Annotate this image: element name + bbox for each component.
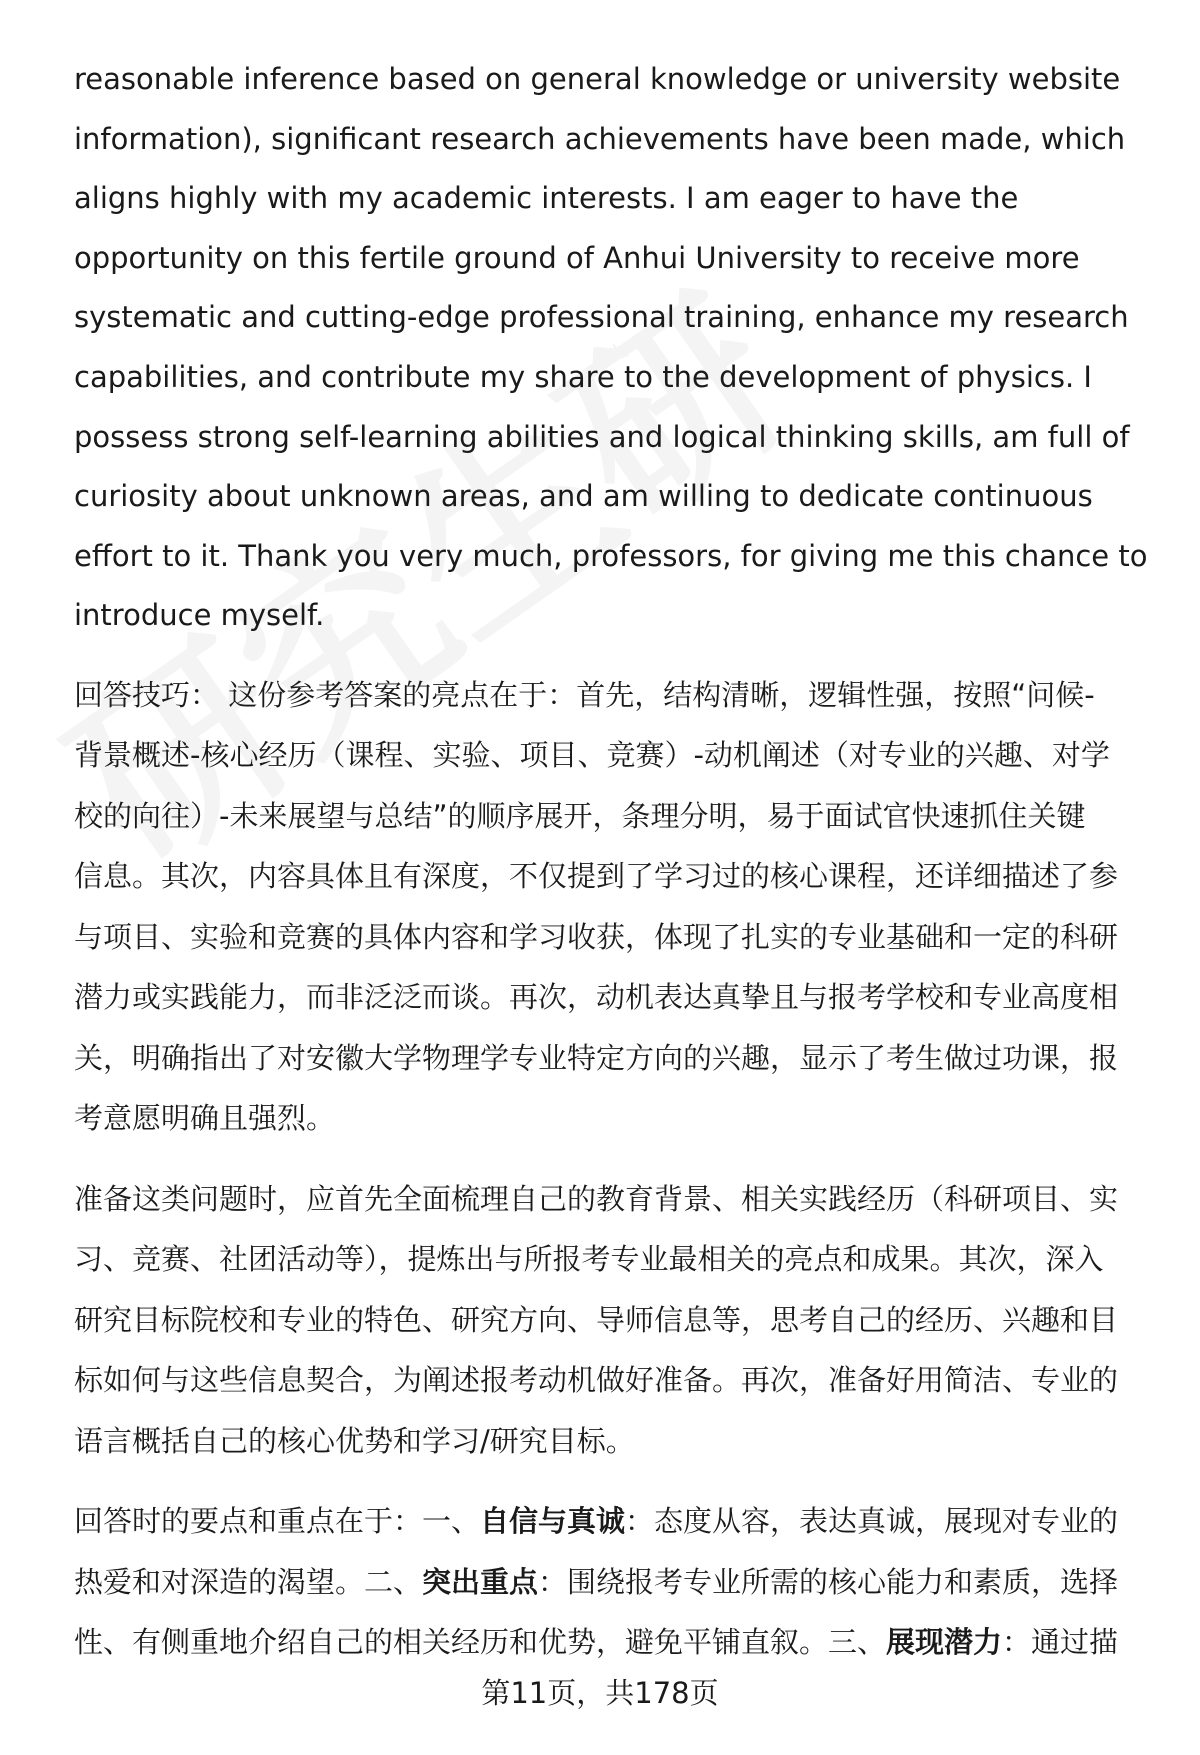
key-point-focus-text: ：围绕报考专业所需的核心能力和素质，选择 性、有侧重地介绍自己的相关经历和优势，避免平铺直叙。三、: [74, 1564, 1119, 1660]
answer-tips-paragraph: 回答技巧： 这份参考答案的亮点在于：首先，结构清晰，逻辑性强，按照“问候- 背景概述-核心经历（课程、实验、项目、竞赛）-动机阐述（对专业的兴趣、对学 校的向往）-未来展望与总结”的顺序展开，条理分明，易于面试官快速抓住关键 信息。其次，内容具体且有深度，不仅提到了学习过的核心课程，还详细描述了参 与项目、实验和竞赛的具体内容和学习收获，体现了扎实的专业基础和一定的科研 潜力或实践能力，而非泛泛而谈。再次，动机表达真挚且与报考学校和专业高度相 关，明确指出了对安徽大学物理学专业特定方向的兴趣，显示了考生做过功课，报 考意愿明确且强烈。: [74, 677, 1119, 1136]
key-point-confidence: 自信与真诚: [480, 1504, 626, 1539]
key-points-paragraph: [74, 1491, 1154, 1673]
key-point-potential: 展现潜力: [886, 1625, 1003, 1660]
page-number-footer: 第11页，共178页: [481, 1676, 719, 1710]
document-body: [74, 50, 1154, 1673]
key-point-potential-text: ：通过描: [1002, 1625, 1119, 1660]
preparation-paragraph: 准备这类问题时，应首先全面梳理自己的教育背景、相关实践经历（科研项目、实 习、竞赛、社团活动等），提炼出与所报考专业最相关的亮点和成果。其次，深入 研究目标院校和专业的特色、研究方向、导师信息等，思考自己的经历、兴趣和目 标如何与这些信息契合，为阐述报考动机做好准备。再次，准备好用简洁、专业的 语言概括自己的核心优势和学习/研究目标。: [74, 1181, 1119, 1458]
english-self-introduction-paragraph: reasonable inference based on general knowledge or university website information), significant research achievements have been made, which aligns highly with my academic interests. I am eager to have the opportunity on this fertile ground of Anhui University to receive more systematic and cutting-edge professional training, enhance my research capabilities, and contribute my share to the development of physics. I possess strong self-learning abilities and logical thinking skills, am full of curiosity about unknown areas, and am willing to dedicate continuous effort to it. Thank you very much, professors, for giving me this chance to introduce myself.: [74, 62, 1148, 633]
key-point-confidence-text: ：态度从容，表达真诚，展现对专业的 热爱和对深造的渴望。二、: [74, 1504, 1119, 1599]
key-points-intro: 回答时的要点和重点在于：一、: [74, 1504, 481, 1539]
key-point-focus: 突出重点: [422, 1564, 539, 1599]
